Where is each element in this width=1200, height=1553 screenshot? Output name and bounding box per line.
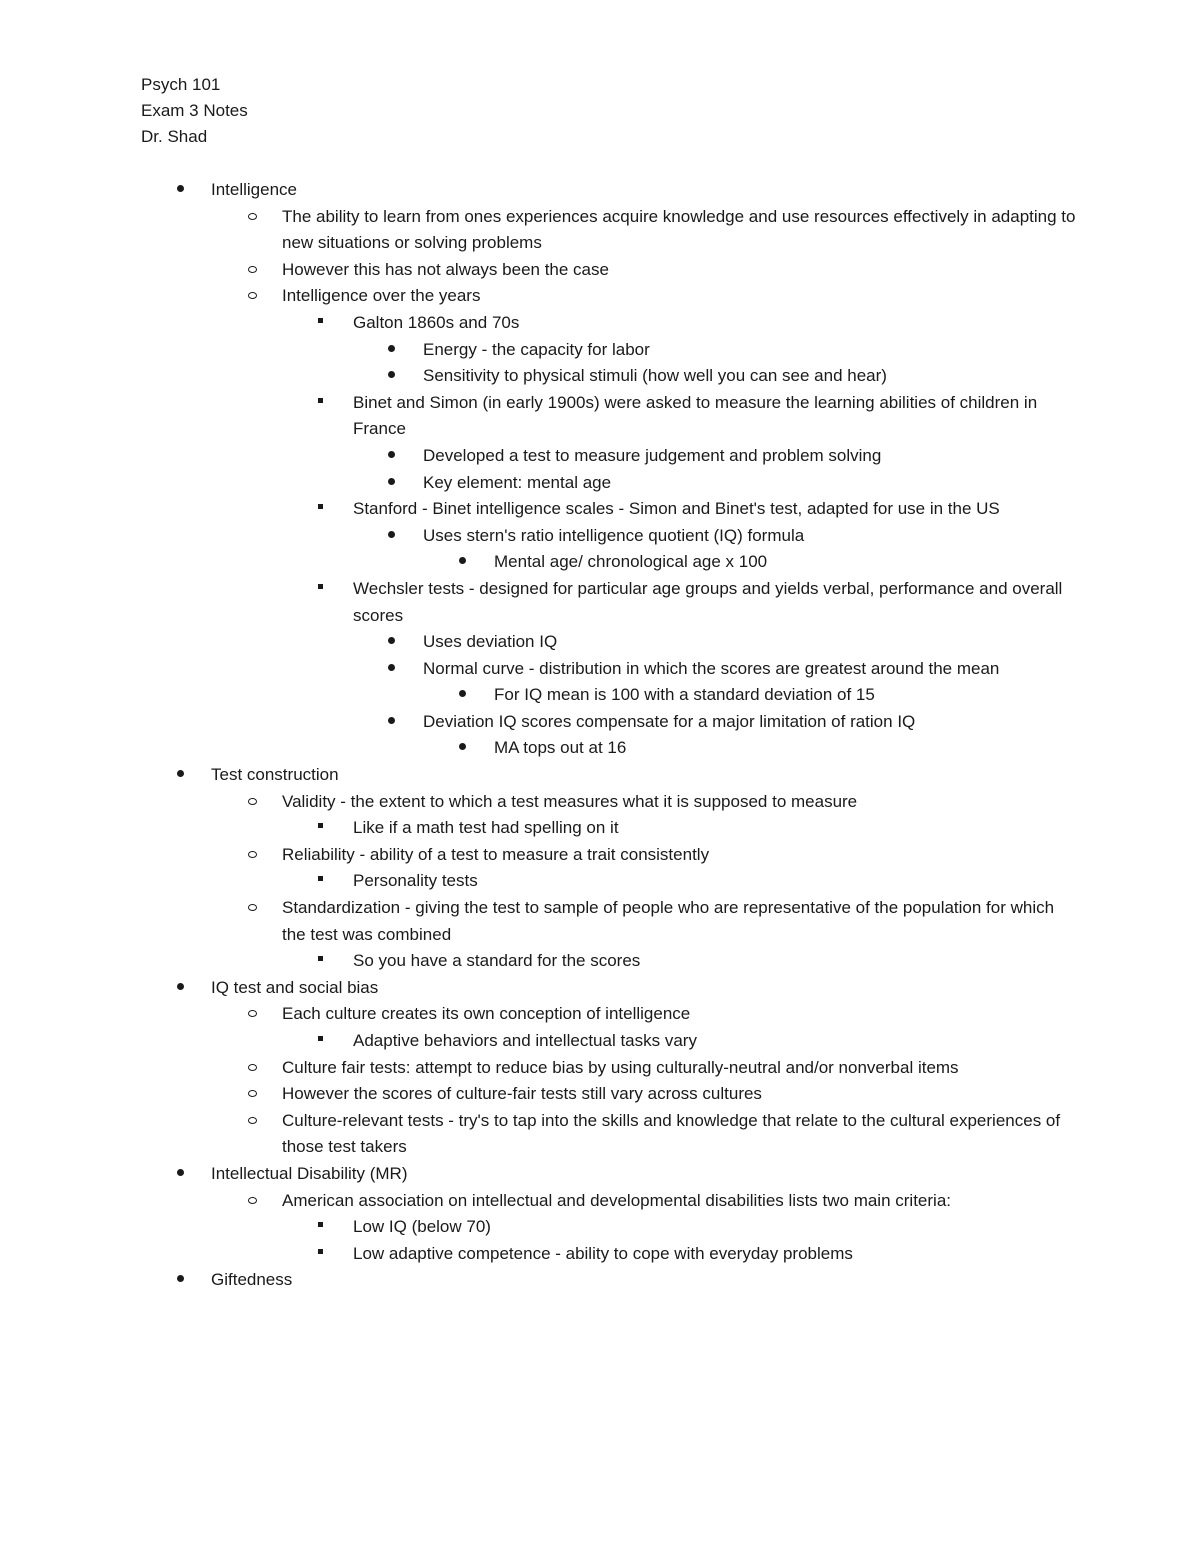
outline-item-level-4 [141, 337, 1080, 364]
outline-item-level-3 [141, 815, 1080, 842]
outline-item-text: Like if a math test had spelling on it [353, 818, 619, 838]
outline-item-text: Intellectual Disability (MR) [211, 1163, 408, 1183]
instructor-name: Dr. Shad [141, 127, 208, 146]
outline-item-level-5 [141, 735, 1080, 762]
outline-item-level-4 [141, 470, 1080, 497]
outline-item-level-3 [141, 948, 1080, 975]
outline-item-level-2 [141, 895, 1080, 948]
outline-item-text: Mental age/ chronological age x 100 [494, 552, 768, 572]
outline-item-text: Binet and Simon (in early 1900s) were asked to measure the learning abilities of children in France [353, 392, 1038, 439]
outline-item-text: Uses stern's ratio intelligence quotient (IQ) formula [423, 525, 805, 545]
outline-item-level-3 [141, 868, 1080, 895]
outline-item-level-5 [141, 549, 1080, 576]
outline-item-text: Personality tests [353, 871, 478, 891]
outline-item-text: Stanford - Binet intelligence scales - Simon and Binet's test, adapted for use in the US [353, 499, 1000, 519]
outline-item-text: Intelligence over the years [282, 286, 481, 306]
outline-item-text: However the scores of culture-fair tests still vary across cultures [282, 1084, 762, 1104]
outline-item-level-2 [141, 1188, 1080, 1215]
outline-item-level-2 [141, 283, 1080, 310]
outline-item-text: Culture fair tests: attempt to reduce bias by using culturally-neutral and/or nonverbal items [282, 1057, 959, 1077]
outline-item-text: Sensitivity to physical stimuli (how well you can see and hear) [423, 366, 887, 386]
outline-item-level-3 [141, 576, 1080, 629]
outline-item-level-2 [141, 1055, 1080, 1082]
outline-item-text: Deviation IQ scores compensate for a major limitation of ration IQ [423, 711, 916, 731]
outline-item-text: Wechsler tests - designed for particular age groups and yields verbal, performance and overall scores [353, 578, 1063, 625]
outline-item-level-2 [141, 204, 1080, 257]
outline-item-text: Each culture creates its own conception of intelligence [282, 1004, 691, 1024]
outline-item-text: American association on intellectual and developmental disabilities lists two main criteria: [282, 1190, 951, 1210]
outline-item-text: Culture-relevant tests - try's to tap into the skills and knowledge that relate to the cultural experiences of those test takers [282, 1110, 1061, 1157]
outline-item-text: However this has not always been the case [282, 259, 609, 279]
outline-item-level-1 [141, 975, 1080, 1002]
outline-item-text: Normal curve - distribution in which the scores are greatest around the mean [423, 658, 1000, 678]
outline-item-level-4 [141, 523, 1080, 550]
outline-item-level-5 [141, 682, 1080, 709]
outline-item-level-3 [141, 1241, 1080, 1268]
outline-item-level-4 [141, 709, 1080, 736]
outline-item-text: For IQ mean is 100 with a standard deviation of 15 [494, 685, 875, 705]
outline-item-level-3 [141, 310, 1080, 337]
outline-item-text: Galton 1860s and 70s [353, 312, 520, 332]
outline-item-text: Low adaptive competence - ability to cope with everyday problems [353, 1243, 853, 1263]
outline-item-level-3 [141, 496, 1080, 523]
outline-item-level-1 [141, 1267, 1080, 1294]
outline-item-text: Low IQ (below 70) [353, 1217, 491, 1237]
outline-item-text: Adaptive behaviors and intellectual tasks vary [353, 1031, 697, 1050]
outline-item-level-2 [141, 842, 1080, 869]
outline-item-level-2 [141, 1001, 1080, 1028]
notes-outline [141, 177, 1080, 1294]
outline-item-level-1 [141, 177, 1080, 204]
outline-item-text: Uses deviation IQ [423, 632, 558, 652]
outline-item-level-4 [141, 363, 1080, 390]
document-title: Exam 3 Notes [141, 101, 248, 120]
outline-item-text: MA tops out at 16 [494, 738, 627, 758]
outline-item-text: Intelligence [211, 180, 298, 199]
outline-item-level-4 [141, 443, 1080, 470]
outline-item-level-2 [141, 1108, 1080, 1161]
outline-item-level-4 [141, 656, 1080, 683]
outline-item-level-3 [141, 1028, 1080, 1055]
outline-item-text: Reliability - ability of a test to measure a trait consistently [282, 844, 710, 864]
outline-item-text: IQ test and social bias [211, 977, 379, 997]
outline-item-text: Giftedness [211, 1270, 293, 1290]
outline-item-text: Standardization - giving the test to sample of people who are representative of the population for which the test was combined [282, 898, 1055, 944]
header-spacer [141, 150, 1080, 177]
outline-item-text: The ability to learn from ones experiences acquire knowledge and use resources effectively in adapting to new situations or solving problems [282, 206, 1076, 253]
outline-item-text: Test construction [211, 765, 339, 785]
outline-item-level-2 [141, 257, 1080, 284]
outline-item-level-3 [141, 1214, 1080, 1241]
outline-item-level-1 [141, 762, 1080, 789]
course-name: Psych 101 [141, 75, 221, 94]
outline-item-level-2 [141, 1081, 1080, 1108]
outline-item-text: Developed a test to measure judgement and problem solving [423, 445, 882, 465]
outline-item-level-2 [141, 789, 1080, 816]
outline-item-level-3 [141, 390, 1080, 443]
outline-item-text: Key element: mental age [423, 472, 612, 492]
outline-item-text: So you have a standard for the scores [353, 951, 641, 971]
outline-item-text: Validity - the extent to which a test measures what it is supposed to measure [282, 791, 858, 811]
outline-item-text: Energy - the capacity for labor [423, 339, 650, 359]
outline-item-level-4 [141, 629, 1080, 656]
outline-item-level-1 [141, 1161, 1080, 1188]
